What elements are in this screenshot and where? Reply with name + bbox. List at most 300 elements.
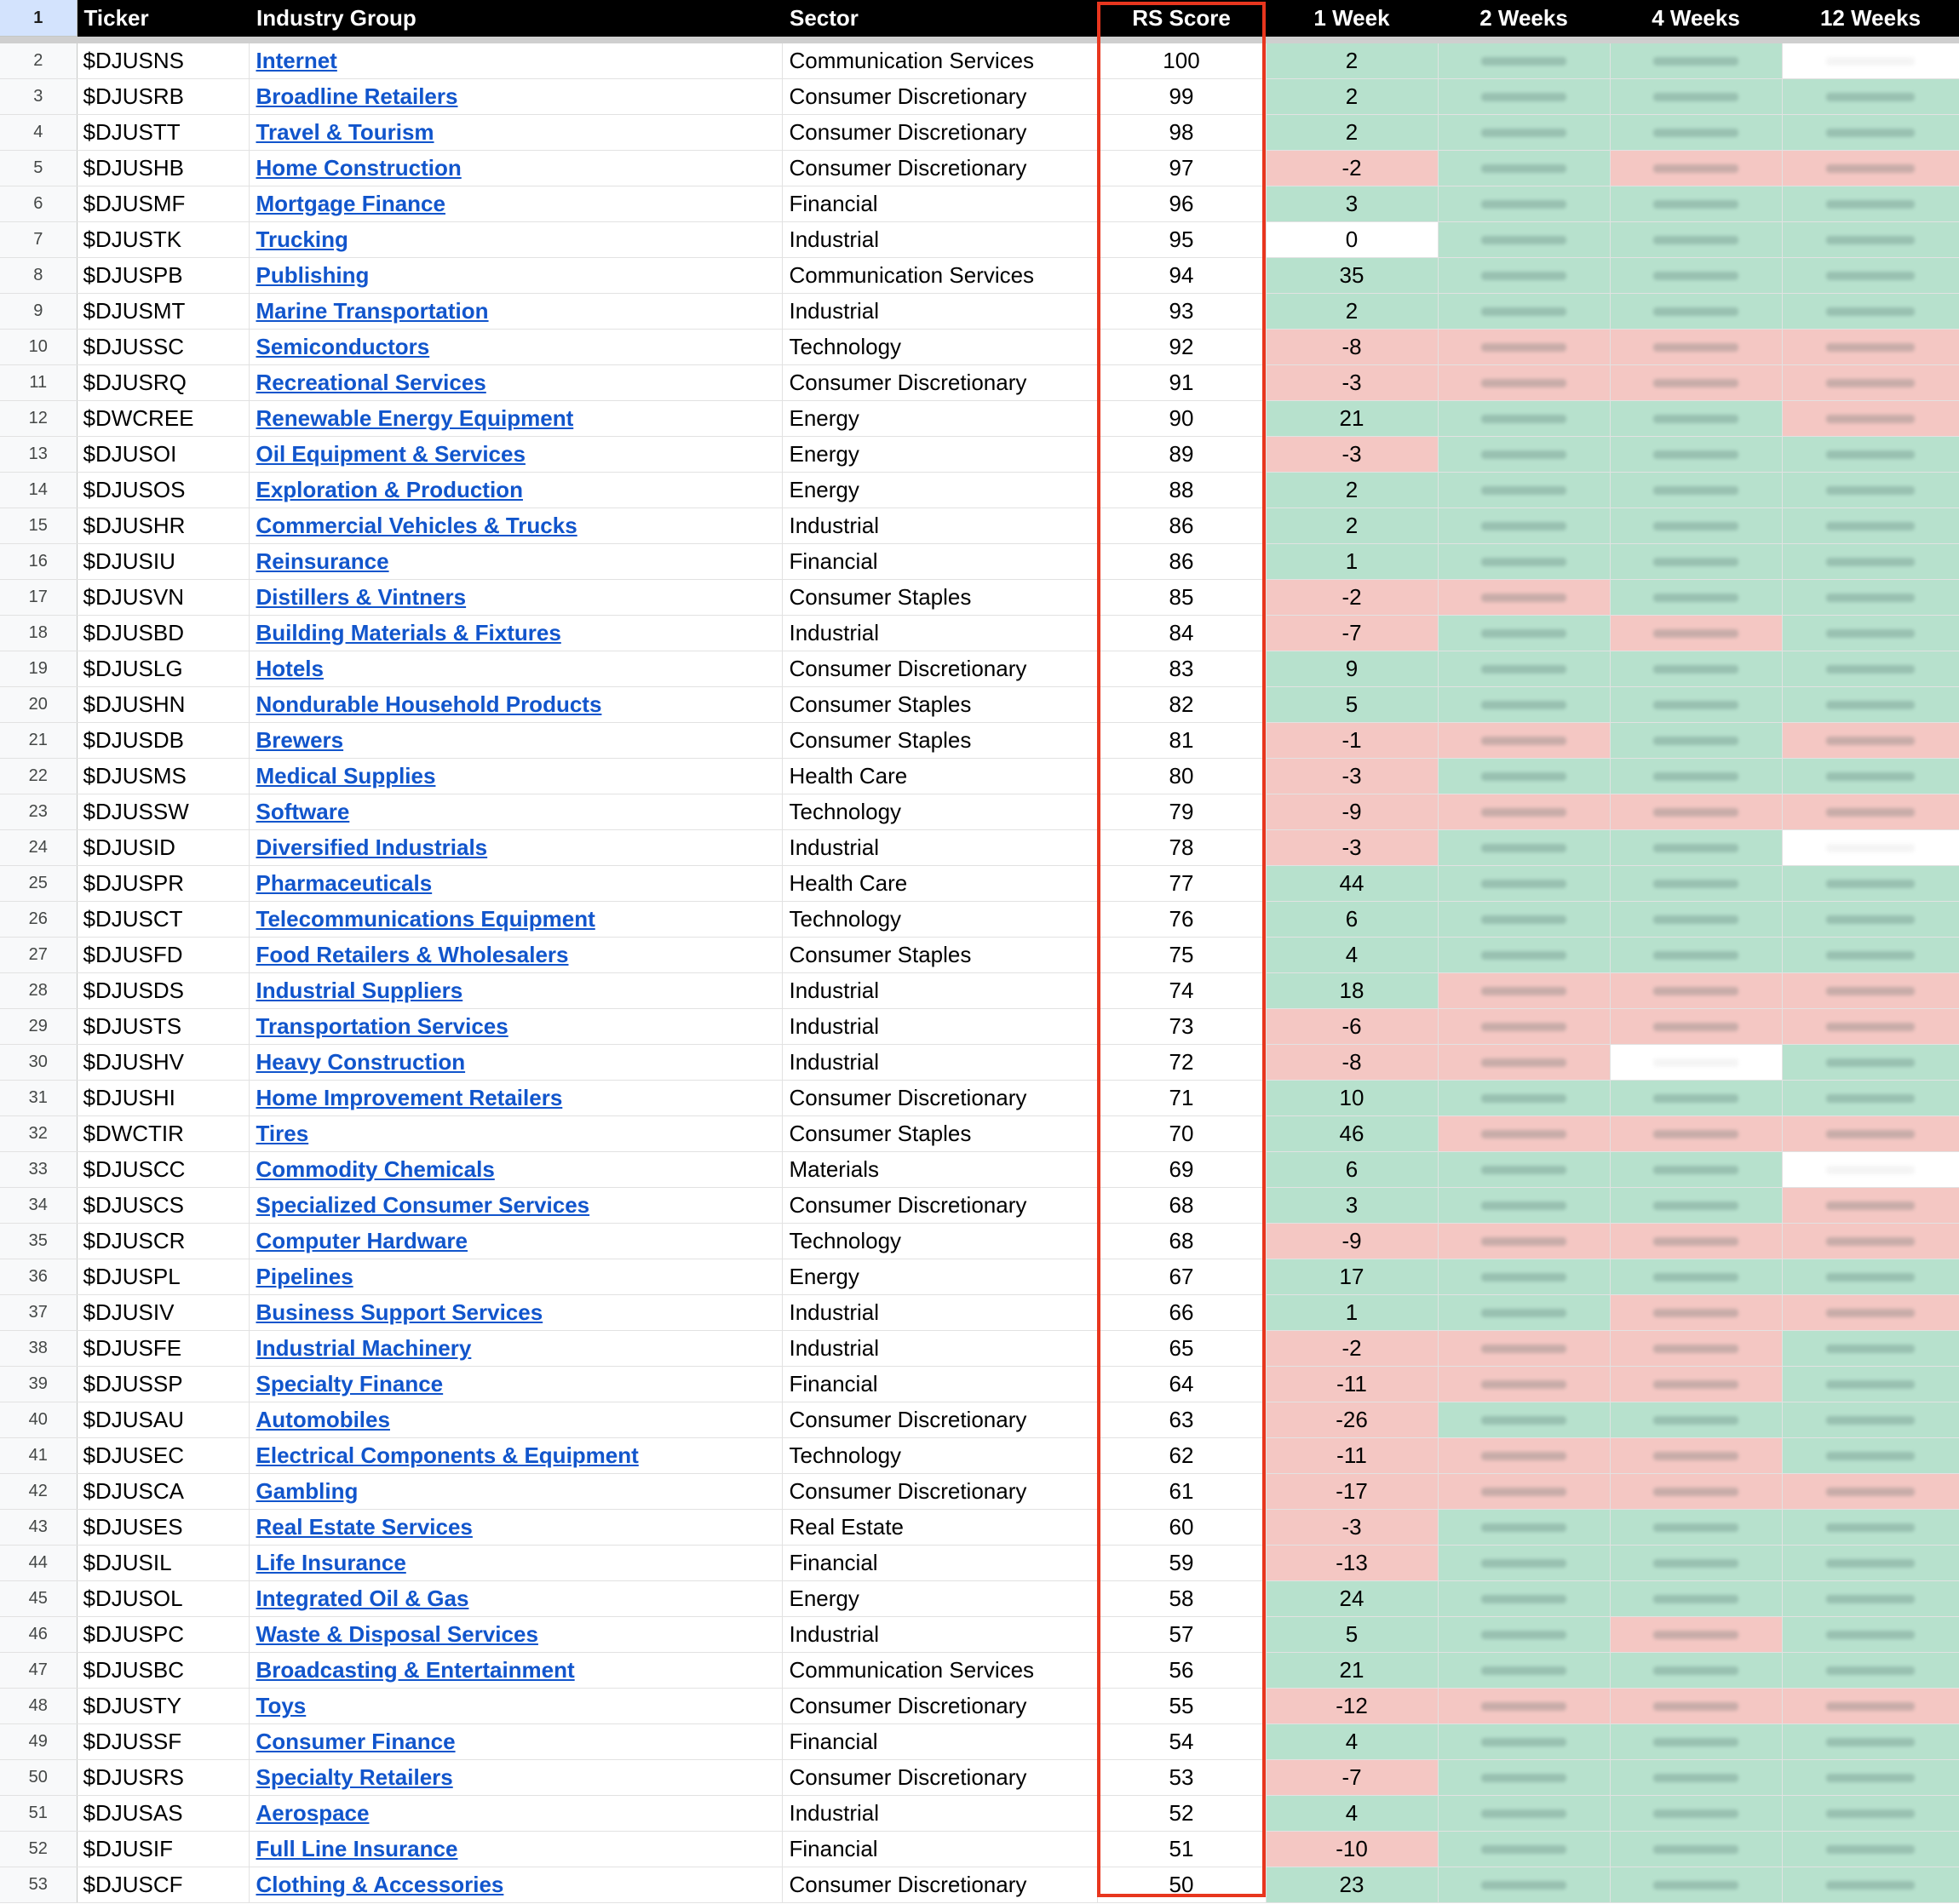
week-12-change-cell[interactable]	[1782, 866, 1959, 902]
ticker-cell[interactable]: $DJUSCC	[77, 1152, 249, 1188]
week-1-change-cell[interactable]: 2	[1266, 294, 1438, 330]
week-1-change-cell[interactable]: -10	[1266, 1832, 1438, 1867]
table-row[interactable]	[0, 1474, 1959, 1510]
week-2-change-cell[interactable]	[1438, 79, 1610, 115]
week-1-change-cell[interactable]: -7	[1266, 616, 1438, 651]
week-2-change-cell[interactable]	[1438, 1867, 1610, 1903]
industry-group-link[interactable]: Nondurable Household Products	[256, 691, 602, 717]
table-row[interactable]	[0, 508, 1959, 544]
row-number[interactable]: 44	[0, 1546, 77, 1581]
ticker-cell[interactable]: $DJUSAU	[77, 1402, 249, 1438]
week-2-change-cell[interactable]	[1438, 866, 1610, 902]
week-4-change-cell[interactable]	[1610, 1438, 1782, 1474]
sector-cell[interactable]: Technology	[782, 902, 1097, 938]
industry-group-link[interactable]: Food Retailers & Wholesalers	[256, 942, 569, 967]
industry-group-link[interactable]: Gambling	[256, 1478, 359, 1504]
table-row[interactable]	[0, 1045, 1959, 1081]
ticker-cell[interactable]: $DJUSTT	[77, 115, 249, 151]
industry-group-cell[interactable]	[249, 1152, 782, 1188]
week-2-change-cell[interactable]	[1438, 759, 1610, 794]
week-12-change-cell[interactable]	[1782, 1295, 1959, 1331]
week-1-change-cell[interactable]: 2	[1266, 473, 1438, 508]
sector-cell[interactable]: Energy	[782, 1259, 1097, 1295]
week-2-change-cell[interactable]	[1438, 1581, 1610, 1617]
sector-cell[interactable]: Financial	[782, 1367, 1097, 1402]
industry-group-cell[interactable]	[249, 1760, 782, 1796]
ticker-cell[interactable]: $DJUSVN	[77, 580, 249, 616]
week-2-change-cell[interactable]	[1438, 938, 1610, 973]
week-2-change-cell[interactable]	[1438, 1653, 1610, 1689]
rs-score-cell[interactable]: 85	[1097, 580, 1266, 616]
week-12-change-cell[interactable]	[1782, 222, 1959, 258]
industry-group-link[interactable]: Real Estate Services	[256, 1514, 473, 1540]
industry-group-cell[interactable]	[249, 1832, 782, 1867]
industry-group-cell[interactable]	[249, 687, 782, 723]
industry-group-cell[interactable]	[249, 1510, 782, 1546]
sector-cell[interactable]: Communication Services	[782, 258, 1097, 294]
week-4-change-cell[interactable]	[1610, 186, 1782, 222]
table-row[interactable]	[0, 222, 1959, 258]
week-4-change-cell[interactable]	[1610, 1116, 1782, 1152]
week-12-change-cell[interactable]	[1782, 1867, 1959, 1903]
industry-group-link[interactable]: Toys	[256, 1693, 307, 1718]
week-4-change-cell[interactable]	[1610, 1367, 1782, 1402]
week-2-change-cell[interactable]	[1438, 1510, 1610, 1546]
week-1-change-cell[interactable]: 21	[1266, 401, 1438, 437]
rs-score-cell[interactable]: 94	[1097, 258, 1266, 294]
industry-group-cell[interactable]	[249, 258, 782, 294]
row-number[interactable]: 48	[0, 1689, 77, 1724]
sector-cell[interactable]: Industrial	[782, 1045, 1097, 1081]
week-1-change-cell[interactable]: -2	[1266, 151, 1438, 186]
ticker-cell[interactable]: $DJUSHN	[77, 687, 249, 723]
rs-score-cell[interactable]: 70	[1097, 1116, 1266, 1152]
week-2-change-cell[interactable]	[1438, 902, 1610, 938]
industry-group-cell[interactable]	[249, 759, 782, 794]
week-1-change-cell[interactable]: 4	[1266, 938, 1438, 973]
industry-group-link[interactable]: Home Improvement Retailers	[256, 1085, 563, 1110]
ticker-cell[interactable]: $DWCREE	[77, 401, 249, 437]
industry-group-link[interactable]: Medical Supplies	[256, 763, 436, 789]
rs-score-cell[interactable]: 92	[1097, 330, 1266, 365]
week-12-change-cell[interactable]	[1782, 1760, 1959, 1796]
week-2-change-cell[interactable]	[1438, 1152, 1610, 1188]
week-12-change-cell[interactable]	[1782, 294, 1959, 330]
industry-group-cell[interactable]	[249, 1867, 782, 1903]
week-12-change-cell[interactable]	[1782, 115, 1959, 151]
industry-group-cell[interactable]	[249, 1653, 782, 1689]
week-12-change-cell[interactable]	[1782, 544, 1959, 580]
row-number[interactable]: 3	[0, 79, 77, 115]
industry-group-cell[interactable]	[249, 151, 782, 186]
industry-group-cell[interactable]	[249, 473, 782, 508]
industry-group-link[interactable]: Integrated Oil & Gas	[256, 1586, 469, 1611]
week-4-change-cell[interactable]	[1610, 938, 1782, 973]
table-row[interactable]	[0, 723, 1959, 759]
rs-score-cell[interactable]: 61	[1097, 1474, 1266, 1510]
ticker-cell[interactable]: $DJUSIL	[77, 1546, 249, 1581]
week-2-change-cell[interactable]	[1438, 1474, 1610, 1510]
week-12-change-cell[interactable]	[1782, 508, 1959, 544]
rs-score-cell[interactable]: 86	[1097, 508, 1266, 544]
industry-group-link[interactable]: Pipelines	[256, 1264, 353, 1289]
week-1-change-cell[interactable]: -8	[1266, 1045, 1438, 1081]
ticker-cell[interactable]: $DJUSSC	[77, 330, 249, 365]
ticker-cell[interactable]: $DJUSPL	[77, 1259, 249, 1295]
sector-cell[interactable]: Consumer Discretionary	[782, 1188, 1097, 1224]
week-12-change-cell[interactable]	[1782, 1152, 1959, 1188]
table-row[interactable]	[0, 866, 1959, 902]
week-1-change-cell[interactable]: 3	[1266, 186, 1438, 222]
industry-group-link[interactable]: Renewable Energy Equipment	[256, 405, 574, 431]
week-4-change-cell[interactable]	[1610, 616, 1782, 651]
row-number[interactable]: 32	[0, 1116, 77, 1152]
industry-group-link[interactable]: Travel & Tourism	[256, 119, 434, 145]
week-1-change-cell[interactable]: -12	[1266, 1689, 1438, 1724]
table-row[interactable]	[0, 258, 1959, 294]
row-number[interactable]: 18	[0, 616, 77, 651]
column-header-4-weeks[interactable]: 4 Weeks	[1610, 0, 1782, 37]
sector-cell[interactable]: Industrial	[782, 1796, 1097, 1832]
row-number[interactable]: 29	[0, 1009, 77, 1045]
week-4-change-cell[interactable]	[1610, 1009, 1782, 1045]
industry-group-link[interactable]: Telecommunications Equipment	[256, 906, 595, 932]
row-number[interactable]: 37	[0, 1295, 77, 1331]
sector-cell[interactable]: Technology	[782, 330, 1097, 365]
week-1-change-cell[interactable]: 2	[1266, 115, 1438, 151]
industry-group-link[interactable]: Consumer Finance	[256, 1729, 456, 1754]
week-12-change-cell[interactable]	[1782, 1045, 1959, 1081]
sector-cell[interactable]: Technology	[782, 1224, 1097, 1259]
table-row[interactable]	[0, 473, 1959, 508]
rs-score-cell[interactable]: 84	[1097, 616, 1266, 651]
week-1-change-cell[interactable]: -3	[1266, 365, 1438, 401]
row-number[interactable]: 11	[0, 365, 77, 401]
ticker-cell[interactable]: $DJUSBC	[77, 1653, 249, 1689]
week-12-change-cell[interactable]	[1782, 1402, 1959, 1438]
row-number[interactable]: 14	[0, 473, 77, 508]
ticker-cell[interactable]: $DJUSDS	[77, 973, 249, 1009]
industry-group-link[interactable]: Trucking	[256, 227, 348, 252]
industry-group-cell[interactable]	[249, 115, 782, 151]
rs-score-cell[interactable]: 73	[1097, 1009, 1266, 1045]
rs-score-cell[interactable]: 93	[1097, 294, 1266, 330]
week-2-change-cell[interactable]	[1438, 1224, 1610, 1259]
week-12-change-cell[interactable]	[1782, 258, 1959, 294]
industry-group-link[interactable]: Aerospace	[256, 1800, 370, 1826]
week-2-change-cell[interactable]	[1438, 294, 1610, 330]
industry-group-link[interactable]: Specialized Consumer Services	[256, 1192, 590, 1218]
industry-group-cell[interactable]	[249, 616, 782, 651]
ticker-cell[interactable]: $DJUSSF	[77, 1724, 249, 1760]
week-2-change-cell[interactable]	[1438, 258, 1610, 294]
week-4-change-cell[interactable]	[1610, 365, 1782, 401]
week-1-change-cell[interactable]: -2	[1266, 580, 1438, 616]
sector-cell[interactable]: Consumer Staples	[782, 580, 1097, 616]
week-1-change-cell[interactable]: -6	[1266, 1009, 1438, 1045]
sector-cell[interactable]: Consumer Staples	[782, 938, 1097, 973]
week-4-change-cell[interactable]	[1610, 1259, 1782, 1295]
industry-group-link[interactable]: Industrial Machinery	[256, 1335, 472, 1361]
week-1-change-cell[interactable]: -8	[1266, 330, 1438, 365]
sector-cell[interactable]: Energy	[782, 1581, 1097, 1617]
rs-score-cell[interactable]: 78	[1097, 830, 1266, 866]
week-2-change-cell[interactable]	[1438, 1367, 1610, 1402]
rs-score-cell[interactable]: 72	[1097, 1045, 1266, 1081]
week-12-change-cell[interactable]	[1782, 401, 1959, 437]
rs-score-cell[interactable]: 77	[1097, 866, 1266, 902]
sector-cell[interactable]: Financial	[782, 1546, 1097, 1581]
industry-group-cell[interactable]	[249, 1474, 782, 1510]
week-12-change-cell[interactable]	[1782, 687, 1959, 723]
week-1-change-cell[interactable]: -3	[1266, 1510, 1438, 1546]
week-12-change-cell[interactable]	[1782, 759, 1959, 794]
sector-cell[interactable]: Industrial	[782, 616, 1097, 651]
row-number[interactable]: 21	[0, 723, 77, 759]
week-1-change-cell[interactable]: 9	[1266, 651, 1438, 687]
industry-group-cell[interactable]	[249, 365, 782, 401]
week-12-change-cell[interactable]	[1782, 651, 1959, 687]
sector-cell[interactable]: Energy	[782, 401, 1097, 437]
week-1-change-cell[interactable]: 18	[1266, 973, 1438, 1009]
industry-group-cell[interactable]	[249, 79, 782, 115]
industry-group-cell[interactable]	[249, 508, 782, 544]
sector-cell[interactable]: Financial	[782, 186, 1097, 222]
industry-group-link[interactable]: Broadcasting & Entertainment	[256, 1657, 575, 1683]
week-12-change-cell[interactable]	[1782, 1510, 1959, 1546]
row-number[interactable]: 47	[0, 1653, 77, 1689]
week-12-change-cell[interactable]	[1782, 1724, 1959, 1760]
week-4-change-cell[interactable]	[1610, 1653, 1782, 1689]
sector-cell[interactable]: Consumer Discretionary	[782, 115, 1097, 151]
week-4-change-cell[interactable]	[1610, 794, 1782, 830]
ticker-cell[interactable]: $DJUSCA	[77, 1474, 249, 1510]
table-row[interactable]	[0, 1081, 1959, 1116]
table-row[interactable]	[0, 580, 1959, 616]
industry-group-link[interactable]: Brewers	[256, 727, 344, 753]
ticker-cell[interactable]: $DJUSCR	[77, 1224, 249, 1259]
rs-score-cell[interactable]: 55	[1097, 1689, 1266, 1724]
sector-cell[interactable]: Communication Services	[782, 43, 1097, 79]
table-row[interactable]	[0, 1760, 1959, 1796]
week-1-change-cell[interactable]: 44	[1266, 866, 1438, 902]
week-2-change-cell[interactable]	[1438, 616, 1610, 651]
week-2-change-cell[interactable]	[1438, 437, 1610, 473]
week-1-change-cell[interactable]: -7	[1266, 1760, 1438, 1796]
row-number[interactable]: 19	[0, 651, 77, 687]
sector-cell[interactable]: Industrial	[782, 830, 1097, 866]
week-2-change-cell[interactable]	[1438, 1009, 1610, 1045]
week-2-change-cell[interactable]	[1438, 186, 1610, 222]
rs-score-cell[interactable]: 66	[1097, 1295, 1266, 1331]
industry-group-cell[interactable]	[249, 973, 782, 1009]
week-2-change-cell[interactable]	[1438, 1331, 1610, 1367]
week-4-change-cell[interactable]	[1610, 1617, 1782, 1653]
row-number[interactable]: 40	[0, 1402, 77, 1438]
rs-score-cell[interactable]: 64	[1097, 1367, 1266, 1402]
industry-group-cell[interactable]	[249, 723, 782, 759]
week-12-change-cell[interactable]	[1782, 1546, 1959, 1581]
table-row[interactable]	[0, 1617, 1959, 1653]
industry-group-cell[interactable]	[249, 43, 782, 79]
week-4-change-cell[interactable]	[1610, 973, 1782, 1009]
row-number[interactable]: 52	[0, 1832, 77, 1867]
table-row[interactable]	[0, 43, 1959, 79]
sector-cell[interactable]: Consumer Discretionary	[782, 1689, 1097, 1724]
industry-group-cell[interactable]	[249, 1617, 782, 1653]
sector-cell[interactable]: Industrial	[782, 222, 1097, 258]
week-12-change-cell[interactable]	[1782, 1259, 1959, 1295]
sector-cell[interactable]: Consumer Discretionary	[782, 1760, 1097, 1796]
rs-score-cell[interactable]: 99	[1097, 79, 1266, 115]
week-1-change-cell[interactable]: 46	[1266, 1116, 1438, 1152]
table-row[interactable]	[0, 616, 1959, 651]
ticker-cell[interactable]: $DWCTIR	[77, 1116, 249, 1152]
industry-group-link[interactable]: Computer Hardware	[256, 1228, 468, 1253]
row-number[interactable]: 7	[0, 222, 77, 258]
week-1-change-cell[interactable]: 3	[1266, 1188, 1438, 1224]
week-2-change-cell[interactable]	[1438, 151, 1610, 186]
week-4-change-cell[interactable]	[1610, 1295, 1782, 1331]
sector-cell[interactable]: Real Estate	[782, 1510, 1097, 1546]
sector-cell[interactable]: Materials	[782, 1152, 1097, 1188]
industry-group-link[interactable]: Exploration & Production	[256, 477, 523, 502]
week-4-change-cell[interactable]	[1610, 1832, 1782, 1867]
week-4-change-cell[interactable]	[1610, 473, 1782, 508]
sector-cell[interactable]: Financial	[782, 1724, 1097, 1760]
industry-group-cell[interactable]	[249, 794, 782, 830]
table-row[interactable]	[0, 1116, 1959, 1152]
industry-group-link[interactable]: Reinsurance	[256, 548, 389, 574]
sector-cell[interactable]: Industrial	[782, 508, 1097, 544]
week-1-change-cell[interactable]: 1	[1266, 1295, 1438, 1331]
ticker-cell[interactable]: $DJUSRS	[77, 1760, 249, 1796]
industry-group-link[interactable]: Electrical Components & Equipment	[256, 1442, 639, 1468]
rs-score-cell[interactable]: 79	[1097, 794, 1266, 830]
week-4-change-cell[interactable]	[1610, 759, 1782, 794]
table-row[interactable]	[0, 115, 1959, 151]
week-1-change-cell[interactable]: -3	[1266, 437, 1438, 473]
week-12-change-cell[interactable]	[1782, 151, 1959, 186]
week-4-change-cell[interactable]	[1610, 580, 1782, 616]
week-2-change-cell[interactable]	[1438, 544, 1610, 580]
week-12-change-cell[interactable]	[1782, 1331, 1959, 1367]
industry-group-cell[interactable]	[249, 186, 782, 222]
industry-group-link[interactable]: Oil Equipment & Services	[256, 441, 526, 467]
column-header-sector[interactable]: Sector	[782, 0, 1097, 37]
week-12-change-cell[interactable]	[1782, 1653, 1959, 1689]
week-4-change-cell[interactable]	[1610, 1510, 1782, 1546]
ticker-cell[interactable]: $DJUSEC	[77, 1438, 249, 1474]
week-4-change-cell[interactable]	[1610, 1402, 1782, 1438]
row-number[interactable]: 33	[0, 1152, 77, 1188]
table-row[interactable]	[0, 1510, 1959, 1546]
sector-cell[interactable]: Technology	[782, 794, 1097, 830]
week-12-change-cell[interactable]	[1782, 1438, 1959, 1474]
industry-group-cell[interactable]	[249, 938, 782, 973]
week-1-change-cell[interactable]: 6	[1266, 1152, 1438, 1188]
week-12-change-cell[interactable]	[1782, 794, 1959, 830]
week-4-change-cell[interactable]	[1610, 222, 1782, 258]
week-12-change-cell[interactable]	[1782, 79, 1959, 115]
row-number[interactable]: 2	[0, 43, 77, 79]
row-number[interactable]: 31	[0, 1081, 77, 1116]
ticker-cell[interactable]: $DJUSSP	[77, 1367, 249, 1402]
industry-group-cell[interactable]	[249, 1581, 782, 1617]
row-number[interactable]: 50	[0, 1760, 77, 1796]
industry-group-cell[interactable]	[249, 1081, 782, 1116]
industry-group-link[interactable]: Specialty Finance	[256, 1371, 444, 1396]
week-2-change-cell[interactable]	[1438, 1760, 1610, 1796]
industry-group-link[interactable]: Recreational Services	[256, 370, 486, 395]
industry-group-cell[interactable]	[249, 902, 782, 938]
industry-group-link[interactable]: Commercial Vehicles & Trucks	[256, 513, 577, 538]
week-2-change-cell[interactable]	[1438, 1259, 1610, 1295]
industry-group-cell[interactable]	[249, 1224, 782, 1259]
table-row[interactable]	[0, 651, 1959, 687]
ticker-cell[interactable]: $DJUSDB	[77, 723, 249, 759]
rs-score-cell[interactable]: 50	[1097, 1867, 1266, 1903]
table-row[interactable]	[0, 1295, 1959, 1331]
ticker-cell[interactable]: $DJUSTY	[77, 1689, 249, 1724]
table-row[interactable]	[0, 1546, 1959, 1581]
ticker-cell[interactable]: $DJUSSW	[77, 794, 249, 830]
column-header-rs-score[interactable]: RS Score	[1097, 0, 1266, 37]
sector-cell[interactable]: Consumer Discretionary	[782, 651, 1097, 687]
row-number[interactable]: 25	[0, 866, 77, 902]
week-2-change-cell[interactable]	[1438, 222, 1610, 258]
week-1-change-cell[interactable]: -11	[1266, 1438, 1438, 1474]
rs-score-cell[interactable]: 53	[1097, 1760, 1266, 1796]
row-number[interactable]: 4	[0, 115, 77, 151]
table-row[interactable]	[0, 1259, 1959, 1295]
week-2-change-cell[interactable]	[1438, 651, 1610, 687]
row-number[interactable]: 15	[0, 508, 77, 544]
rs-score-cell[interactable]: 74	[1097, 973, 1266, 1009]
week-4-change-cell[interactable]	[1610, 1724, 1782, 1760]
column-header-2-weeks[interactable]: 2 Weeks	[1438, 0, 1610, 37]
rs-score-cell[interactable]: 91	[1097, 365, 1266, 401]
ticker-cell[interactable]: $DJUSIV	[77, 1295, 249, 1331]
rs-score-cell[interactable]: 82	[1097, 687, 1266, 723]
week-2-change-cell[interactable]	[1438, 43, 1610, 79]
week-12-change-cell[interactable]	[1782, 616, 1959, 651]
row-number[interactable]: 26	[0, 902, 77, 938]
week-2-change-cell[interactable]	[1438, 1402, 1610, 1438]
industry-group-link[interactable]: Publishing	[256, 262, 370, 288]
week-1-change-cell[interactable]: 0	[1266, 222, 1438, 258]
week-12-change-cell[interactable]	[1782, 365, 1959, 401]
sector-cell[interactable]: Industrial	[782, 1331, 1097, 1367]
row-number[interactable]: 12	[0, 401, 77, 437]
week-12-change-cell[interactable]	[1782, 1116, 1959, 1152]
industry-group-link[interactable]: Software	[256, 799, 350, 824]
row-number[interactable]: 8	[0, 258, 77, 294]
week-2-change-cell[interactable]	[1438, 365, 1610, 401]
industry-group-cell[interactable]	[249, 294, 782, 330]
table-row[interactable]	[0, 401, 1959, 437]
rs-score-cell[interactable]: 68	[1097, 1188, 1266, 1224]
ticker-cell[interactable]: $DJUSHI	[77, 1081, 249, 1116]
row-number[interactable]: 38	[0, 1331, 77, 1367]
ticker-cell[interactable]: $DJUSTS	[77, 1009, 249, 1045]
week-4-change-cell[interactable]	[1610, 1224, 1782, 1259]
ticker-cell[interactable]: $DJUSHR	[77, 508, 249, 544]
week-12-change-cell[interactable]	[1782, 1367, 1959, 1402]
industry-group-cell[interactable]	[249, 651, 782, 687]
table-row[interactable]	[0, 437, 1959, 473]
week-12-change-cell[interactable]	[1782, 902, 1959, 938]
